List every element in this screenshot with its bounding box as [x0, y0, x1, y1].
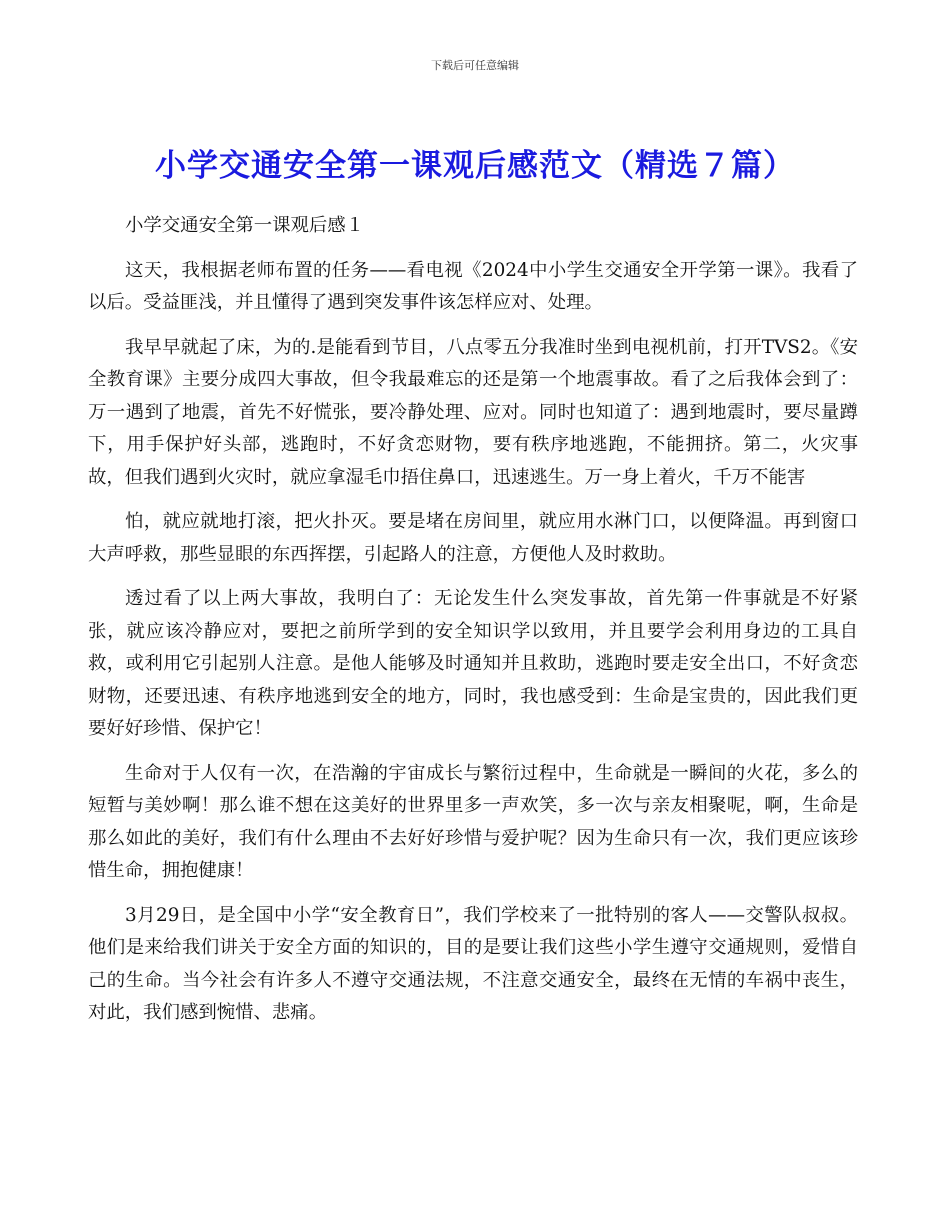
document-title: 小学交通安全第一课观后感范文（精选７篇）	[155, 148, 795, 184]
paragraph-2: 我早早就起了床，为的.是能看到节目，八点零五分我准时坐到电视机前，打开TVS2。《安全教育课》主要分成四大事故，但令我最难忘的还是第一个地震事故。看了之后我体会到了：万一遇到了地震，首先不好慌张，要冷静处理、应对。同时也知道了：遇到地震时，要尽量蹲下，用手保护好头部，逃跑时，不好贪恋财物，要有秩序地逃跑，不能拥挤。第二，火灾事故，但我们遇到火灾时，就应拿湿毛巾捂住鼻口，迅速逃生。万一身上着火，千万不能害	[88, 336, 858, 488]
document-body	[88, 210, 858, 1042]
paragraph-6: 3月29日，是全国中小学“安全教育日”，我们学校来了一批特别的客人——交警队叔叔。他们是来给我们讲关于安全方面的知识的，目的是要让我们这些小学生遵守交通规则，爱惜自己的生命。当今社会有许多人不遵守交通法规，不注意交通安全，最终在无情的车祸中丧生，对此，我们感到惋惜、悲痛。	[88, 904, 858, 1023]
paragraph-4: 透过看了以上两大事故，我明白了：无论发生什么突发事故，首先第一件事就是不好紧张，就应该冷静应对，要把之前所学到的安全知识学以致用，并且要学会利用身边的工具自救，或利用它引起别人注意。是他人能够及时通知并且救助，逃跑时要走安全出口，不好贪恋财物，还要迅速、有秩序地逃到安全的地方，同时，我也感受到：生命是宝贵的，因此我们更要好好珍惜、保护它！	[88, 588, 858, 739]
header-note: 下载后可任意编辑	[431, 59, 519, 72]
paragraph-5: 生命对于人仅有一次，在浩瀚的宇宙成长与繁衍过程中，生命就是一瞬间的火花，多么的短暂与美妙啊！那么谁不想在这美好的世界里多一声欢笑，多一次与亲友相聚呢，啊，生命是那么如此的美好，我们有什么理由不去好好珍惜与爱护呢？因为生命只有一次，我们更应该珍惜生命，拥抱健康！	[88, 762, 858, 881]
section-heading: 小学交通安全第一课观后感１	[125, 215, 365, 236]
paragraph-1: 这天，我根据老师布置的任务——看电视《2024中小学生交通安全开学第一课》。我看了以后。受益匪浅，并且懂得了遇到突发事件该怎样应对、处理。	[88, 259, 858, 313]
paragraph-3: 怕，就应就地打滚，把火扑灭。要是堵在房间里，就应用水淋门口，以便降温。再到窗口大声呼救，那些显眼的东西挥摆，引起路人的注意，方便他人及时救助。	[88, 511, 858, 565]
